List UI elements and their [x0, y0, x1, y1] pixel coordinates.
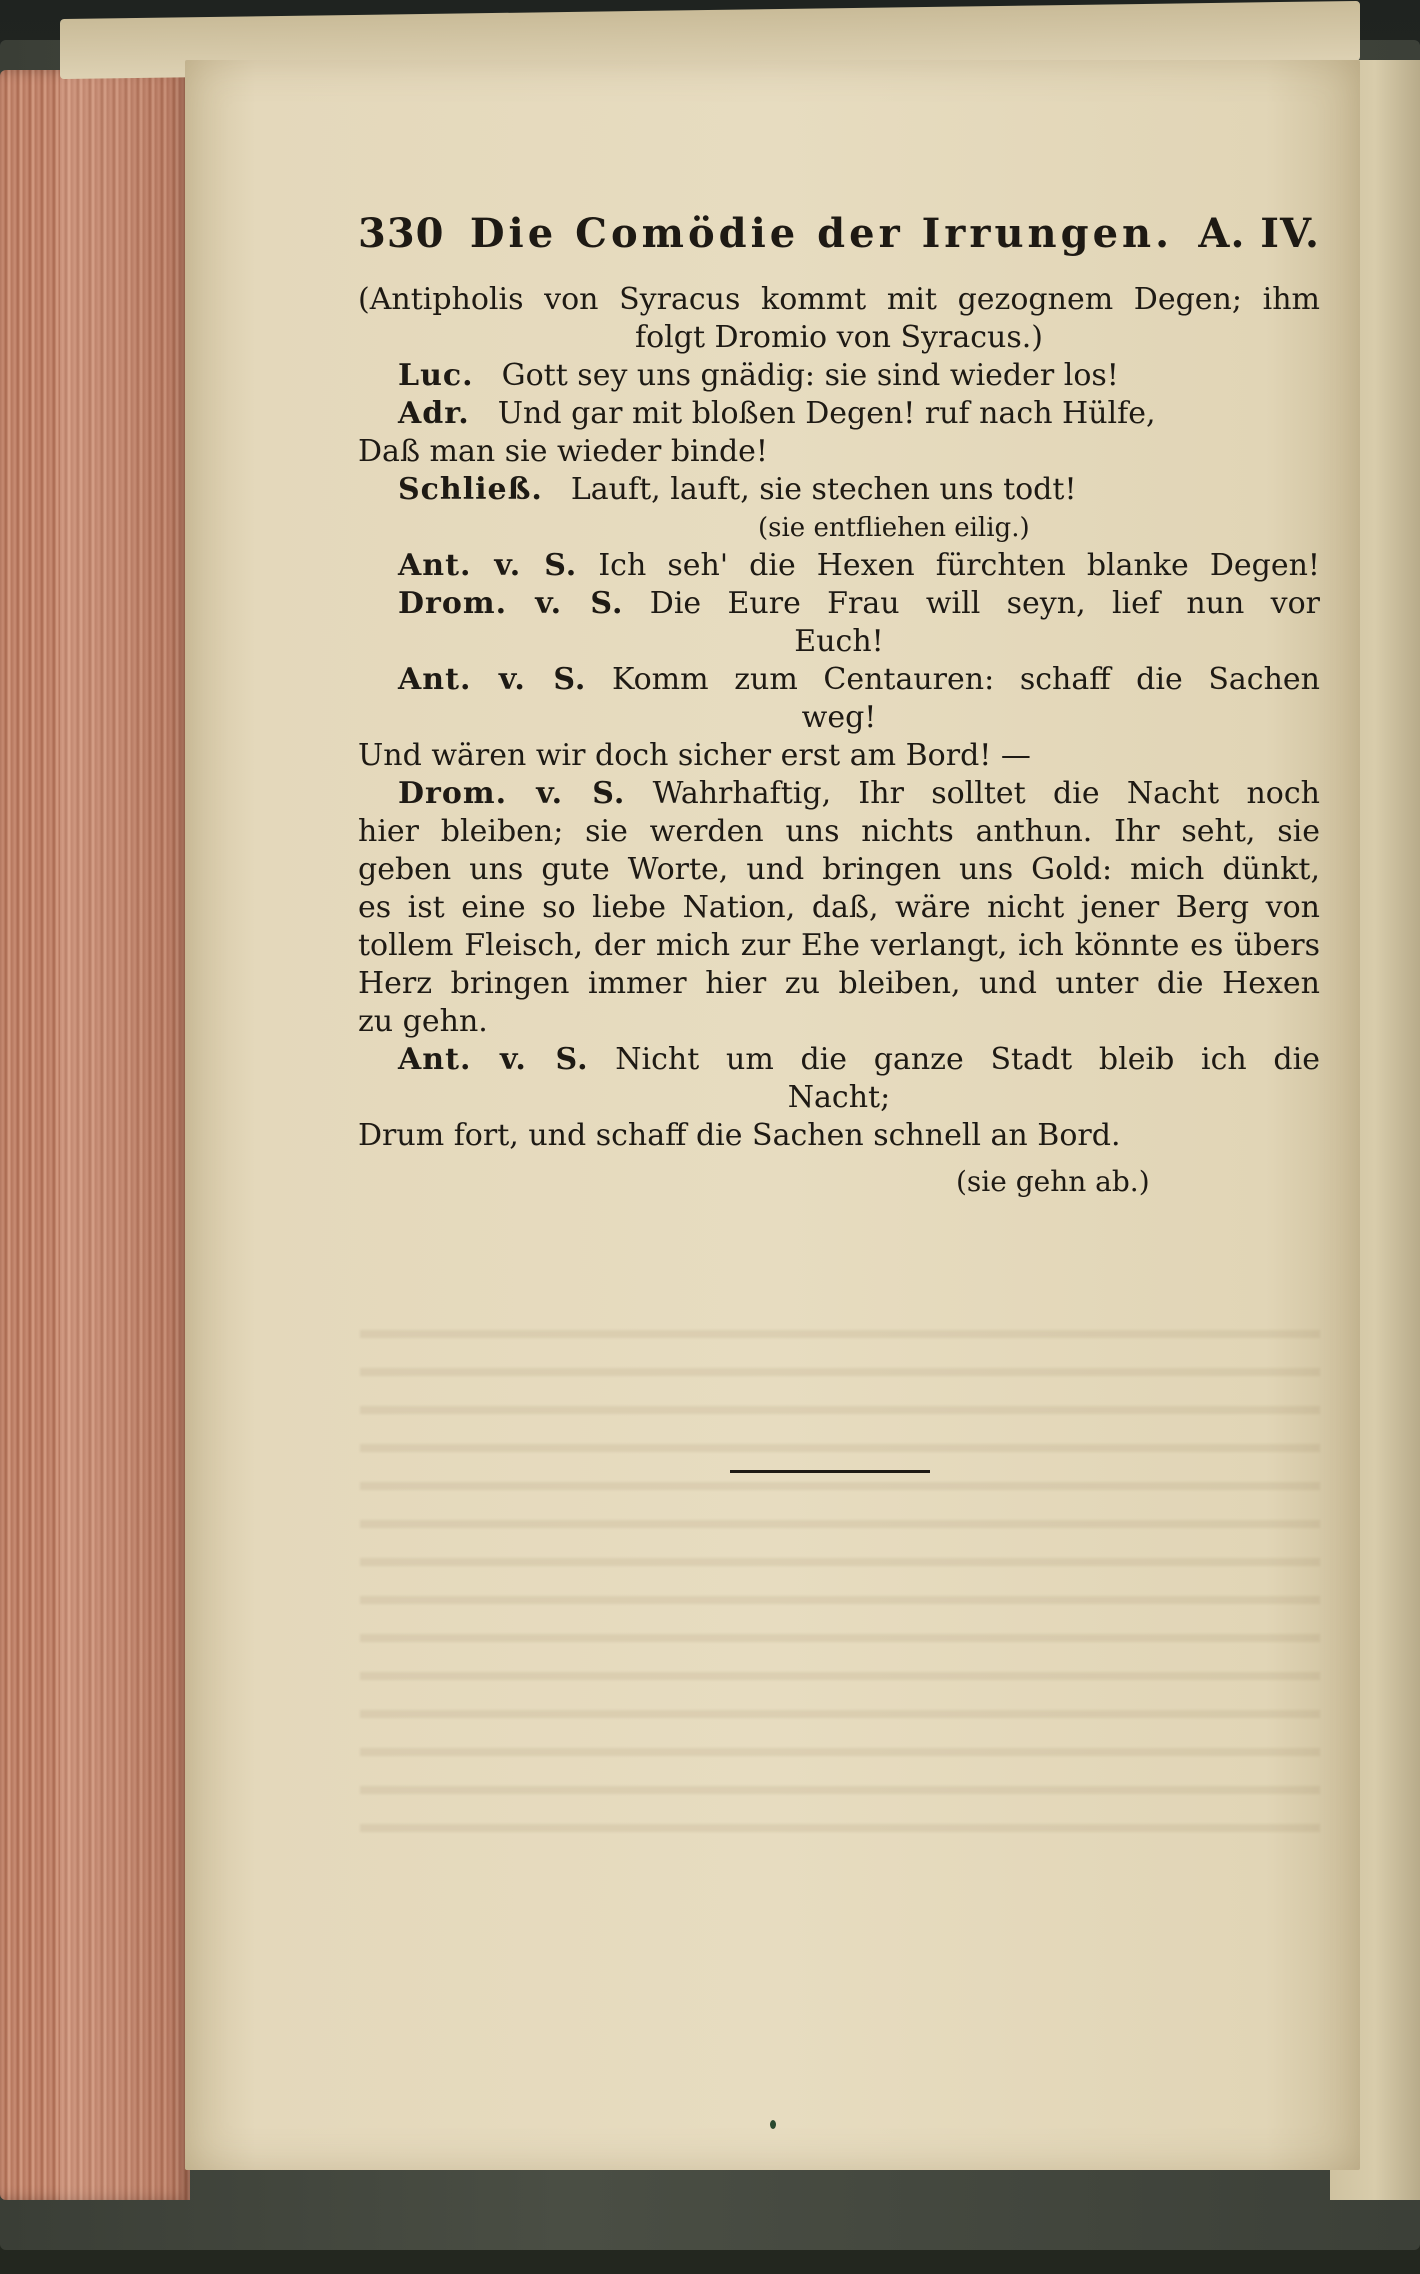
act-marker: A. IV.	[1198, 210, 1320, 257]
speaker-name: Drom. v. S.	[398, 586, 624, 621]
speaker-name: Schließ.	[398, 472, 543, 507]
speaker-name: Ant. v. S.	[398, 1042, 589, 1077]
prose-line: es ist eine so liebe Nation, daß, wäre nicht jener Berg von	[358, 890, 1320, 925]
stage-direction-continued: folgt Dromio von Syracus.)	[634, 320, 1043, 355]
page-text	[358, 210, 1320, 1201]
prose-line: geben uns gute Worte, und bringen uns Gold: mich dünkt,	[358, 852, 1320, 887]
page-edges	[0, 70, 190, 2200]
speaker-name: Luc.	[398, 358, 474, 393]
paper-speck	[770, 2120, 776, 2129]
prose-line: tollem Fleisch, der mich zur Ehe verlangt, ich könnte es übers	[358, 928, 1320, 963]
speaker-name: Ant. v. S.	[398, 662, 587, 697]
speech-text: Lauft, lauft, sie stechen uns todt!	[570, 472, 1077, 507]
running-title: Die Comödie der Irrungen.	[469, 210, 1174, 257]
dialogue-line	[358, 547, 1320, 585]
stage-direction: (Antipholis von Syracus kommt mit gezognem Degen; ihm	[358, 282, 1320, 317]
speech-text: Die Eure Frau will seyn, lief nun vor	[649, 586, 1320, 621]
page-number: 330	[358, 210, 445, 257]
dialogue-line	[358, 585, 1320, 623]
verse-line-continued: Nacht;	[787, 1080, 891, 1115]
exit-stage-direction: (sie gehn ab.)	[956, 1165, 1150, 1198]
speech-text: Wahrhaftig, Ihr solltet die Nacht noch	[652, 776, 1320, 811]
dialogue-line	[358, 395, 1320, 433]
page-header	[358, 210, 1320, 257]
stage-direction: (sie entfliehen eilig.)	[758, 513, 1030, 543]
prose-line: zu gehn.	[358, 1004, 488, 1039]
speech-text: Nicht um die ganze Stadt bleib ich die	[615, 1042, 1320, 1077]
dialogue-line	[358, 357, 1320, 395]
speaker-name: Ant. v. S.	[398, 548, 578, 583]
section-rule	[730, 1470, 930, 1473]
speech-text: Und gar mit bloßen Degen! ruf nach Hülfe,	[497, 396, 1156, 431]
speech-text: Ich seh' die Hexen fürchten blanke Degen!	[598, 548, 1320, 583]
dialogue-line	[358, 1041, 1320, 1079]
speech-text: Gott sey uns gnädig: sie sind wieder los!	[501, 358, 1119, 393]
dialogue-line	[358, 471, 1320, 509]
speech-text: Komm zum Centauren: schaff die Sachen	[612, 662, 1320, 697]
prose-line: Herz bringen immer hier zu bleiben, und unter die Hexen	[358, 966, 1320, 1001]
verse-line-continued: Euch!	[794, 624, 884, 659]
verse-line: Daß man sie wieder binde!	[358, 434, 768, 469]
speaker-name: Drom. v. S.	[398, 776, 626, 811]
prose-line: hier bleiben; sie werden uns nichts anthun. Ihr seht, sie	[358, 814, 1320, 849]
reverse-side-bleed-through	[360, 1300, 1320, 1860]
dialogue-line	[358, 661, 1320, 699]
verse-line-continued: weg!	[801, 700, 877, 735]
verse-line: Und wären wir doch sicher erst am Bord! —	[358, 738, 1031, 773]
dialogue-line	[358, 775, 1320, 813]
verse-line: Drum fort, und schaff die Sachen schnell an Bord.	[358, 1118, 1121, 1153]
speaker-name: Adr.	[398, 396, 470, 431]
